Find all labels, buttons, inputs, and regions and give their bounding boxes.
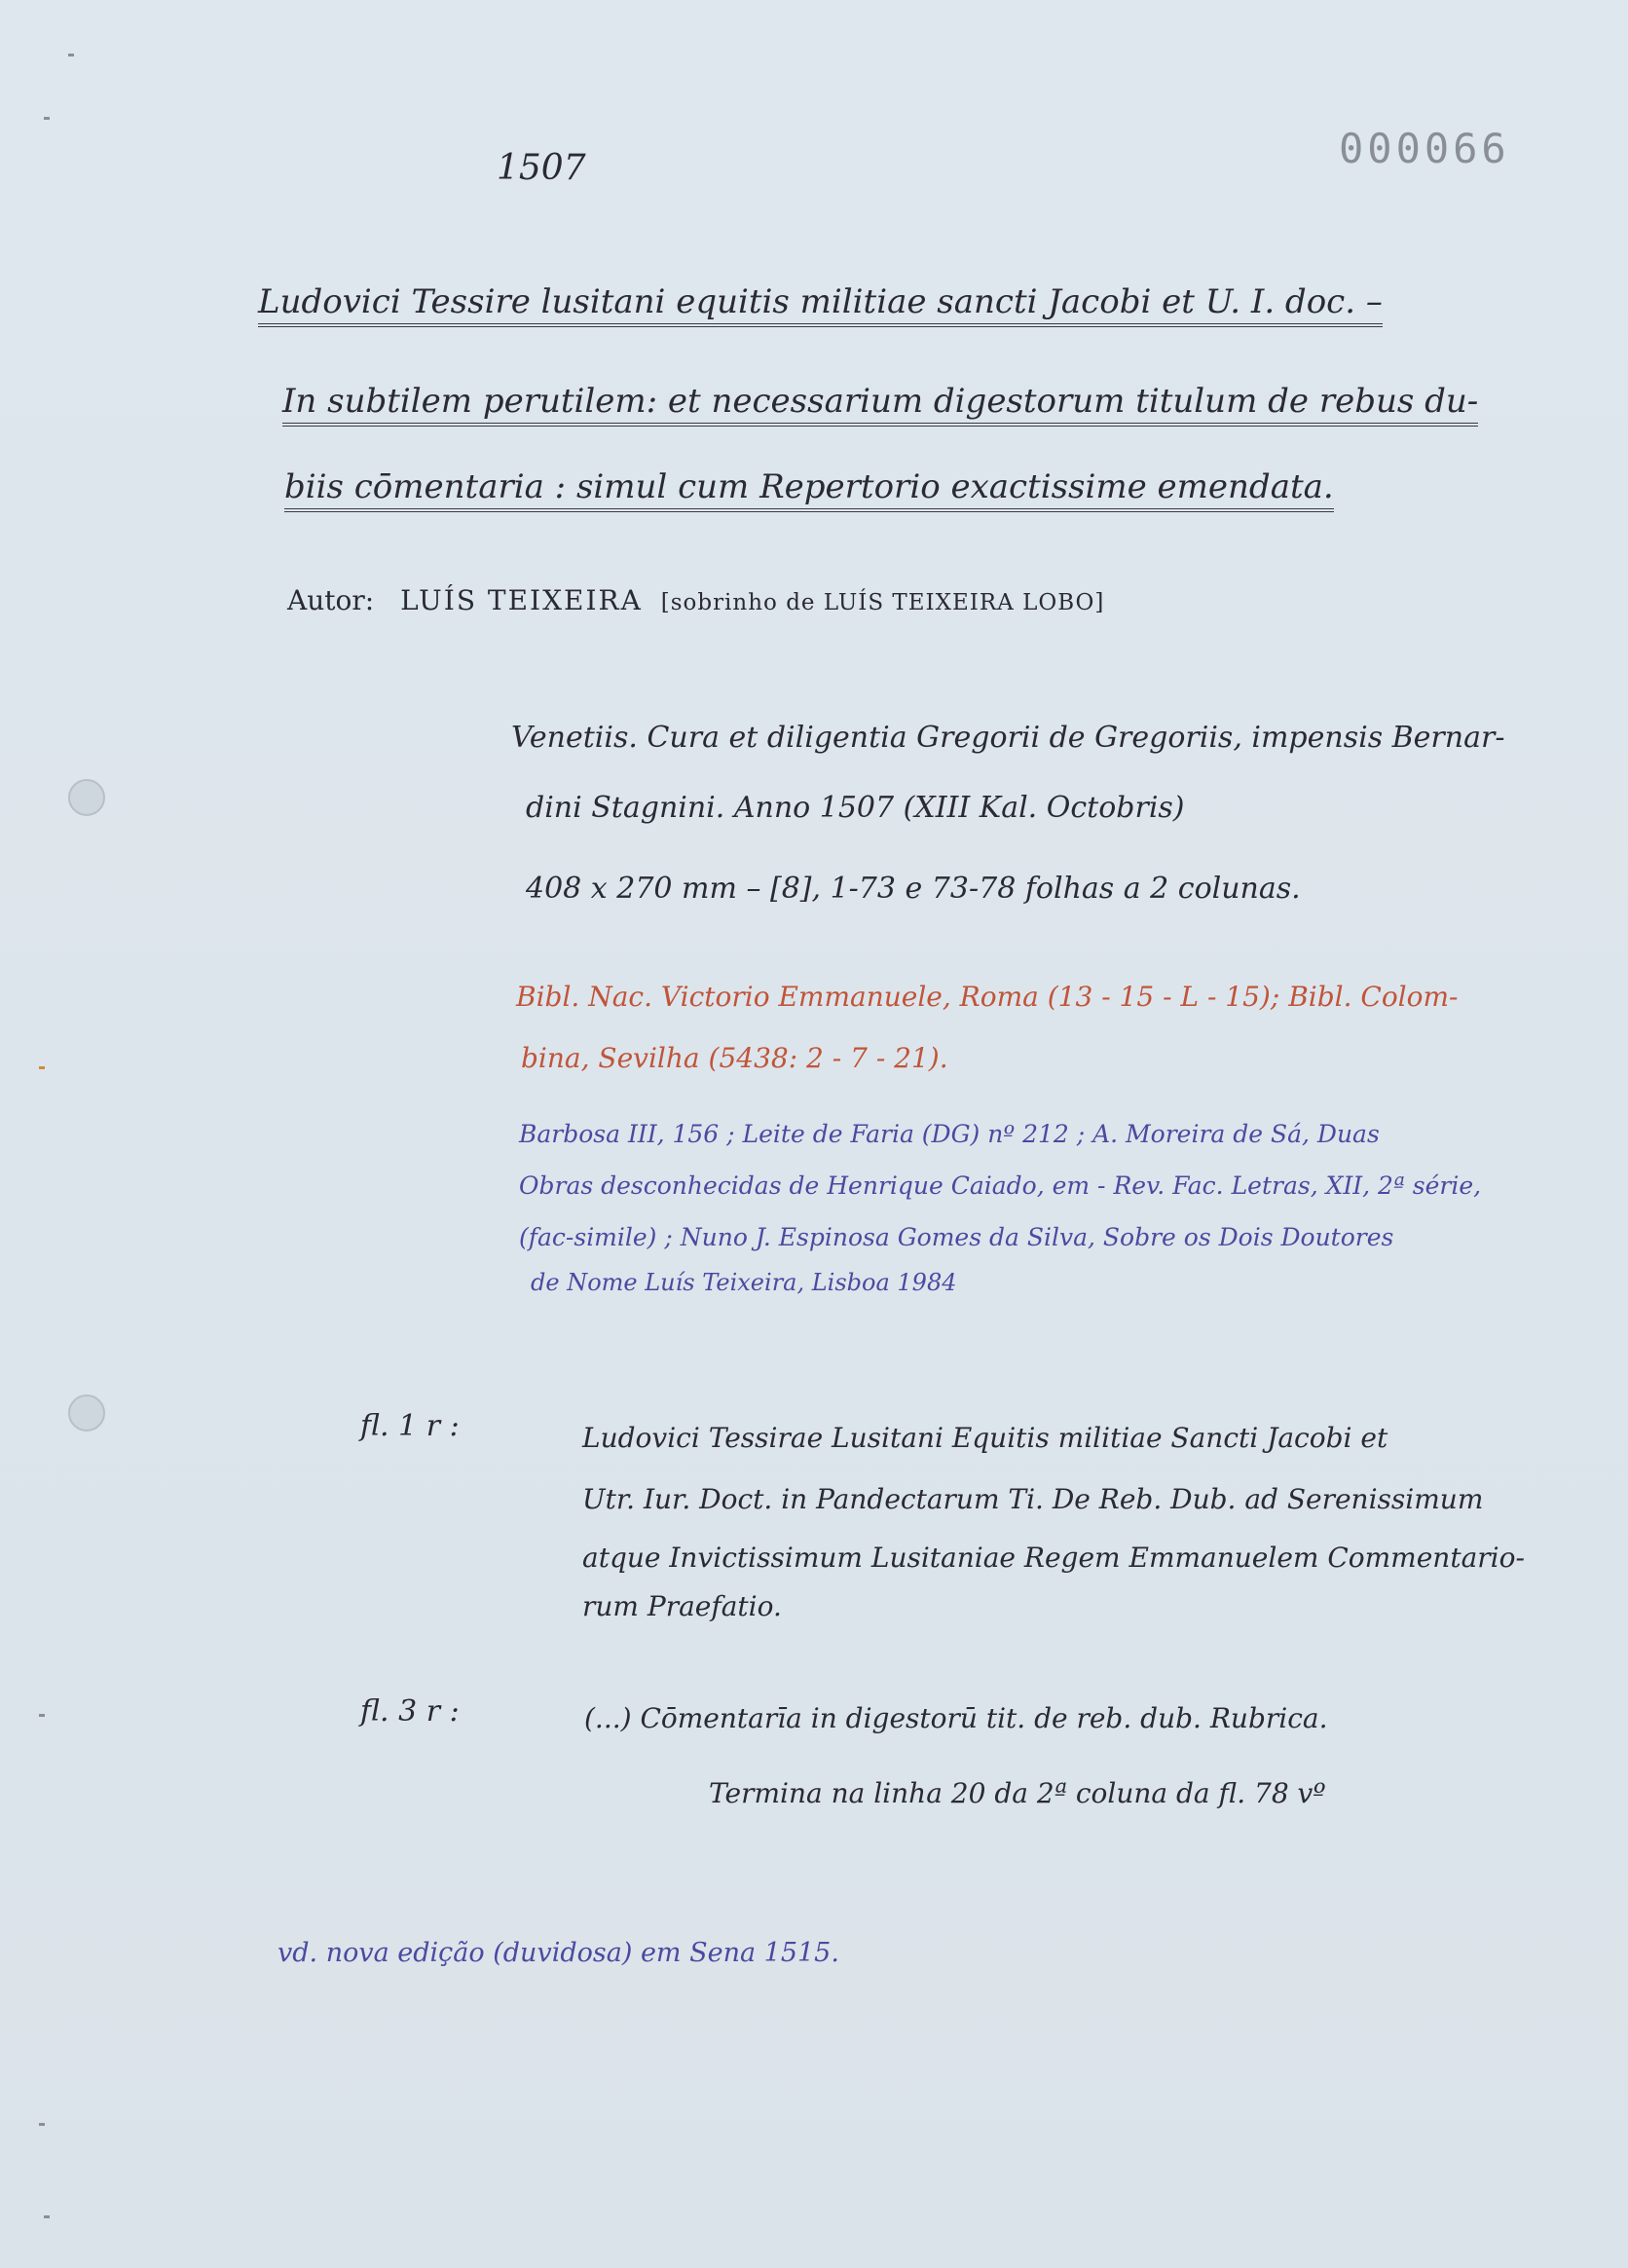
author-name: LUÍS TEIXEIRA	[400, 584, 643, 616]
author-label: Autor:	[287, 584, 375, 616]
margin-mark	[44, 2215, 50, 2218]
margin-mark	[39, 1714, 45, 1717]
references-line-4: de Nome Luís Teixeira, Lisboa 1984	[531, 1269, 957, 1296]
folio-1-line-3: atque Invictissimum Lusitaniae Regem Emmanuelem Commentario-	[582, 1542, 1525, 1574]
author-note: [sobrinho de LUÍS TEIXEIRA LOBO]	[660, 590, 1105, 615]
folio-3-line-1: (...) Cōmentarīa in digestorū tit. de reb. dub. Rubrica.	[584, 1702, 1328, 1734]
title-line-1: Ludovici Tessire lusitani equitis militiae sancti Jacobi et U. I. doc. –	[258, 282, 1383, 327]
format-line: 408 x 270 mm – [8], 1-73 e 73-78 folhas a 2 colunas.	[526, 872, 1301, 906]
margin-mark	[39, 1066, 45, 1069]
author-line	[287, 584, 1104, 616]
margin-mark	[68, 54, 74, 56]
title-line-3: biis cōmentaria : simul cum Repertorio exactissime emendata.	[284, 467, 1334, 512]
year-heading: 1507	[497, 148, 586, 188]
folio-1-line-1: Ludovici Tessirae Lusitani Equitis militiae Sancti Jacobi et	[582, 1422, 1388, 1454]
folio-1-ref: fl. 1 r :	[360, 1409, 460, 1443]
folio-3-ref: fl. 3 r :	[360, 1694, 460, 1729]
folio-3-line-2: Termina na linha 20 da 2ª coluna da fl. 78 vº	[709, 1777, 1326, 1809]
margin-mark	[44, 117, 50, 120]
libraries-line-1: Bibl. Nac. Victorio Emmanuele, Roma (13 - 15 - L - 15); Bibl. Colom-	[516, 981, 1459, 1013]
imprint-line-2: dini Stagnini. Anno 1507 (XIII Kal. Octobris)	[526, 791, 1185, 825]
folio-1-line-2: Utr. Iur. Doct. in Pandectarum Ti. De Reb. Dub. ad Serenissimum	[582, 1483, 1484, 1515]
punch-hole	[68, 1394, 105, 1431]
margin-mark	[39, 2123, 45, 2126]
title-line-2: In subtilem perutilem: et necessarium digestorum titulum de rebus du-	[282, 382, 1478, 427]
references-line-3: (fac-simile) ; Nuno J. Espinosa Gomes da Silva, Sobre os Dois Doutores	[519, 1223, 1394, 1251]
libraries-line-2: bina, Sevilha (5438: 2 - 7 - 21).	[521, 1042, 948, 1074]
punch-hole	[68, 779, 105, 816]
folio-1-line-4: rum Praefatio.	[582, 1590, 782, 1622]
serial-number: 000066	[1339, 125, 1510, 172]
references-line-1: Barbosa III, 156 ; Leite de Faria (DG) nº 212 ; A. Moreira de Sá, Duas	[519, 1120, 1380, 1148]
imprint-line-1: Venetiis. Cura et diligentia Gregorii de Gregoriis, impensis Bernar-	[511, 721, 1505, 755]
edition-note: vd. nova edição (duvidosa) em Sena 1515.	[278, 1938, 839, 1968]
references-line-2: Obras desconhecidas de Henrique Caiado, em - Rev. Fac. Letras, XII, 2ª série,	[519, 1171, 1482, 1200]
